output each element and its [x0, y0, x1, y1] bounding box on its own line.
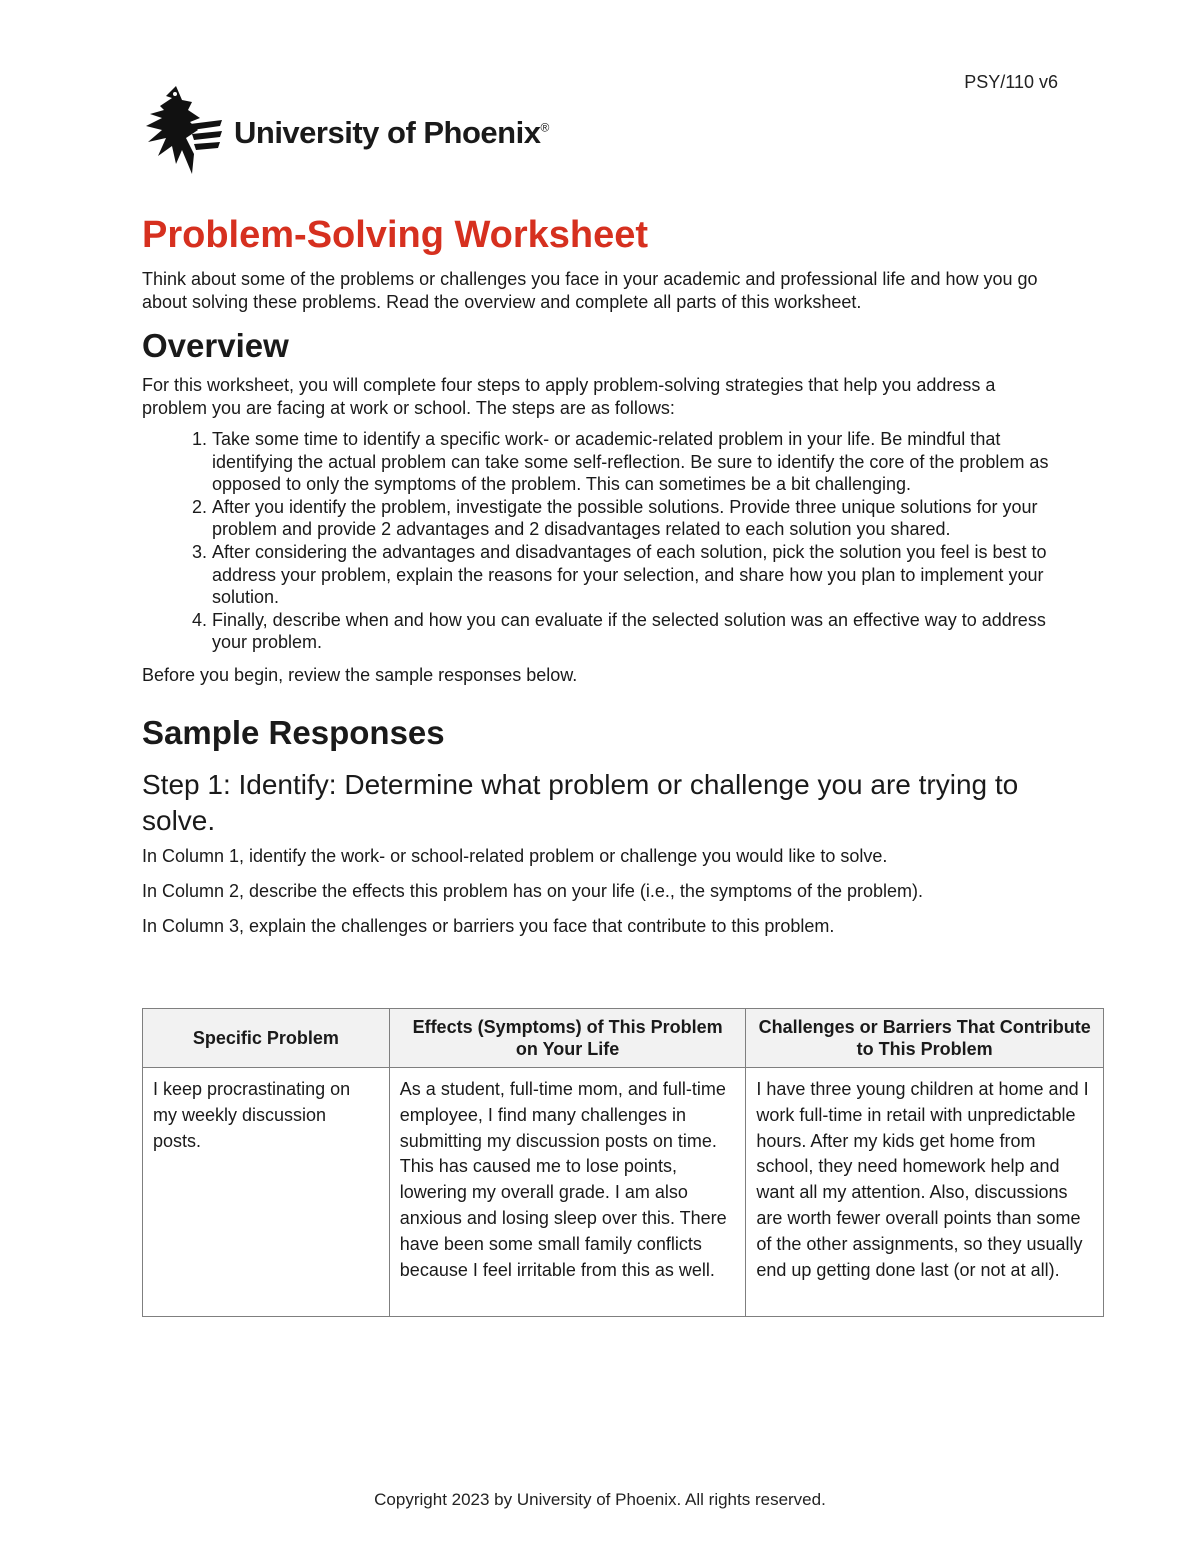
table-cell: I have three young children at home and I work full-time in retail with unpredictable hours. After my kids get home from school, they need homework help and want all my attention. Also, discussions are worth fewer overall points than some of the other assignments, so they usually end up getting done last (or not at all).: [746, 1068, 1104, 1317]
list-item: 2. After you identify the problem, investigate the possible solutions. Provide three unique solutions for your problem and provide 2 advantages and 2 disadvantages related to each solution you shared.: [212, 496, 1060, 541]
steps-list: [142, 428, 1060, 654]
column-note: In Column 3, explain the challenges or barriers you face that contribute to this problem.: [142, 915, 835, 936]
table-header-cell: Challenges or Barriers That Contribute to This Problem: [746, 1009, 1104, 1068]
worksheet-body: [142, 212, 1060, 950]
page-title: Problem-Solving Worksheet: [142, 214, 649, 256]
step1-heading: Step 1: Identify: Determine what problem or challenge you are trying to solve.: [142, 768, 1019, 836]
overview-text: For this worksheet, you will complete four steps to apply problem-solving strategies that help you address a problem you are facing at work or school. The steps are as follows:: [142, 375, 996, 418]
table-cell: As a student, full-time mom, and full-time employee, I find many challenges in submitting my discussion posts on time. This has caused me to lose points, lowering my overall grade. I am also anxious and losing sleep over this. There have been some small family conflicts because I feel irritable from this as well.: [389, 1068, 746, 1317]
table-cell: I keep procrastinating on my weekly discussion posts.: [143, 1068, 390, 1317]
table-row: [143, 1068, 1104, 1317]
overview-heading: Overview: [142, 327, 289, 364]
list-item: 4. Finally, describe when and how you can evaluate if the selected solution was an effective way to address your problem.: [212, 609, 1060, 654]
column-note: In Column 2, describe the effects this problem has on your life (i.e., the symptoms of the problem).: [142, 880, 924, 901]
intro-text: Think about some of the problems or challenges you face in your academic and professional life and how you go about solving these problems. Read the overview and complete all parts of this worksheet.: [142, 269, 1038, 312]
column-note: In Column 1, identify the work- or school-related problem or challenge you would like to solve.: [142, 845, 888, 866]
table-header-cell: Specific Problem: [143, 1009, 390, 1068]
university-logo: [142, 84, 549, 176]
before-begin-text: Before you begin, review the sample responses below.: [142, 664, 578, 685]
sample-table: [142, 1008, 1104, 1317]
table-header-cell: Effects (Symptoms) of This Problem on Your Life: [389, 1009, 746, 1068]
phoenix-bird-icon: [142, 84, 224, 176]
course-code: PSY/110 v6: [964, 72, 1058, 92]
sample-responses-heading: Sample Responses: [142, 713, 445, 751]
table-header-row: [143, 1009, 1104, 1068]
list-item: 1. Take some time to identify a specific work- or academic-related problem in your life. Be mindful that identifying the actual problem can take some self-reflection. Be sure to identify the core of the problem as opposed to only the symptoms of the problem. This can sometimes be a bit challenging.: [212, 428, 1060, 496]
list-item: 3. After considering the advantages and disadvantages of each solution, pick the solution you feel is best to address your problem, explain the reasons for your selection, and share how you plan to implement your solution.: [212, 541, 1060, 609]
copyright-footer: Copyright 2023 by University of Phoenix. All rights reserved.: [374, 1490, 826, 1509]
logo-text: University of Phoenix®: [234, 115, 549, 150]
